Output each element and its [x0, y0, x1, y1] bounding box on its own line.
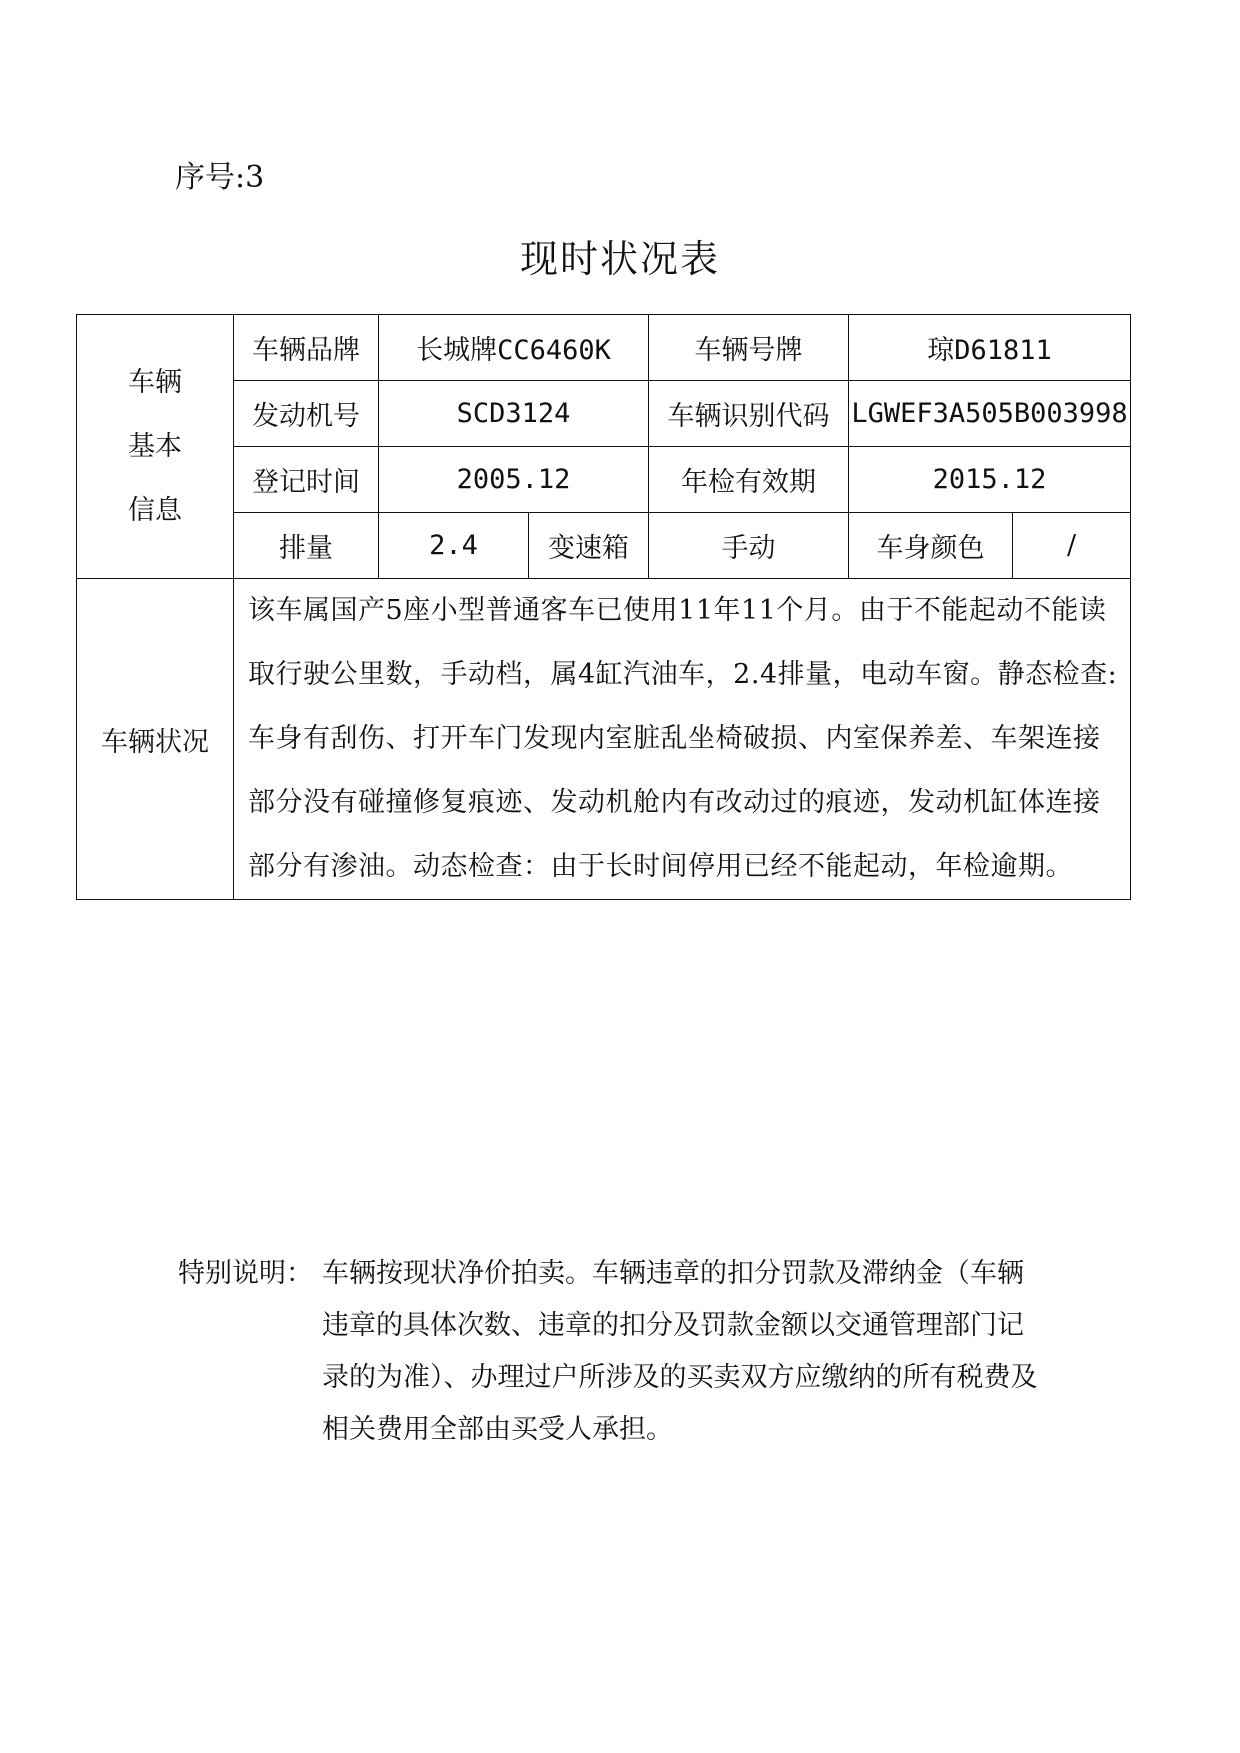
page-title: 现时状况表 — [519, 237, 720, 281]
inspection-valid-value: 2015.12 — [849, 447, 1131, 513]
vehicle-status-cell — [234, 579, 1131, 900]
vehicle-status-label: 车辆状况 — [77, 579, 234, 900]
vin-value: LGWEF3A505B003998 — [849, 381, 1131, 447]
table-row — [77, 447, 1131, 513]
brand-value: 长城牌CC6460K — [379, 315, 649, 381]
table-row — [77, 579, 1131, 900]
table-row — [77, 315, 1131, 381]
basic-info-line-3: 信息 — [128, 494, 182, 526]
vehicle-status-table — [76, 314, 1131, 900]
vehicle-status-text: 该车属国产5座小型普通客车已使用11年11个月。由于不能起动不能读取行驶公里数，手动档，属4缸汽油车，2.4排量，电动车窗。静态检查:车身有刮伤、打开车门发现内室脏乱坐椅破损、内室保养差、车架连接部分没有碰撞修复痕迹、发动机舱内有改动过的痕迹，发动机缸体连接部分有渗油。动态检查：由于长时间停用已经不能起动，年检逾期。 — [248, 595, 1118, 882]
engine-no-label: 发动机号 — [234, 381, 379, 447]
displacement-value: 2.4 — [379, 513, 529, 579]
special-note-text: 车辆按现状净价拍卖。车辆违章的扣分罚款及滞纳金（车辆违章的具体次数、违章的扣分及罚款金额以交通管理部门记录的为准）、办理过户所涉及的买卖双方应缴纳的所有税费及相关费用全部由买受人承担。 — [322, 1258, 1038, 1445]
engine-no-value: SCD3124 — [379, 381, 649, 447]
gearbox-value: 手动 — [649, 513, 849, 579]
basic-info-header — [77, 315, 234, 579]
special-note — [178, 1248, 1038, 1456]
plate-value: 琼D61811 — [849, 315, 1131, 381]
body-color-value: / — [1013, 513, 1131, 579]
reg-date-label: 登记时间 — [234, 447, 379, 513]
serial-number: 序号:3 — [175, 160, 265, 195]
basic-info-line-2: 基本 — [128, 430, 182, 462]
basic-info-line-1: 车辆 — [128, 366, 182, 398]
displacement-label: 排量 — [234, 513, 379, 579]
gearbox-label: 变速箱 — [529, 513, 649, 579]
inspection-valid-label: 年检有效期 — [649, 447, 849, 513]
plate-label: 车辆号牌 — [649, 315, 849, 381]
special-note-label: 特别说明： — [178, 1258, 313, 1289]
body-color-label: 车身颜色 — [849, 513, 1013, 579]
vin-label: 车辆识别代码 — [649, 381, 849, 447]
table-row — [77, 381, 1131, 447]
reg-date-value: 2005.12 — [379, 447, 649, 513]
brand-label: 车辆品牌 — [234, 315, 379, 381]
table-row — [77, 513, 1131, 579]
